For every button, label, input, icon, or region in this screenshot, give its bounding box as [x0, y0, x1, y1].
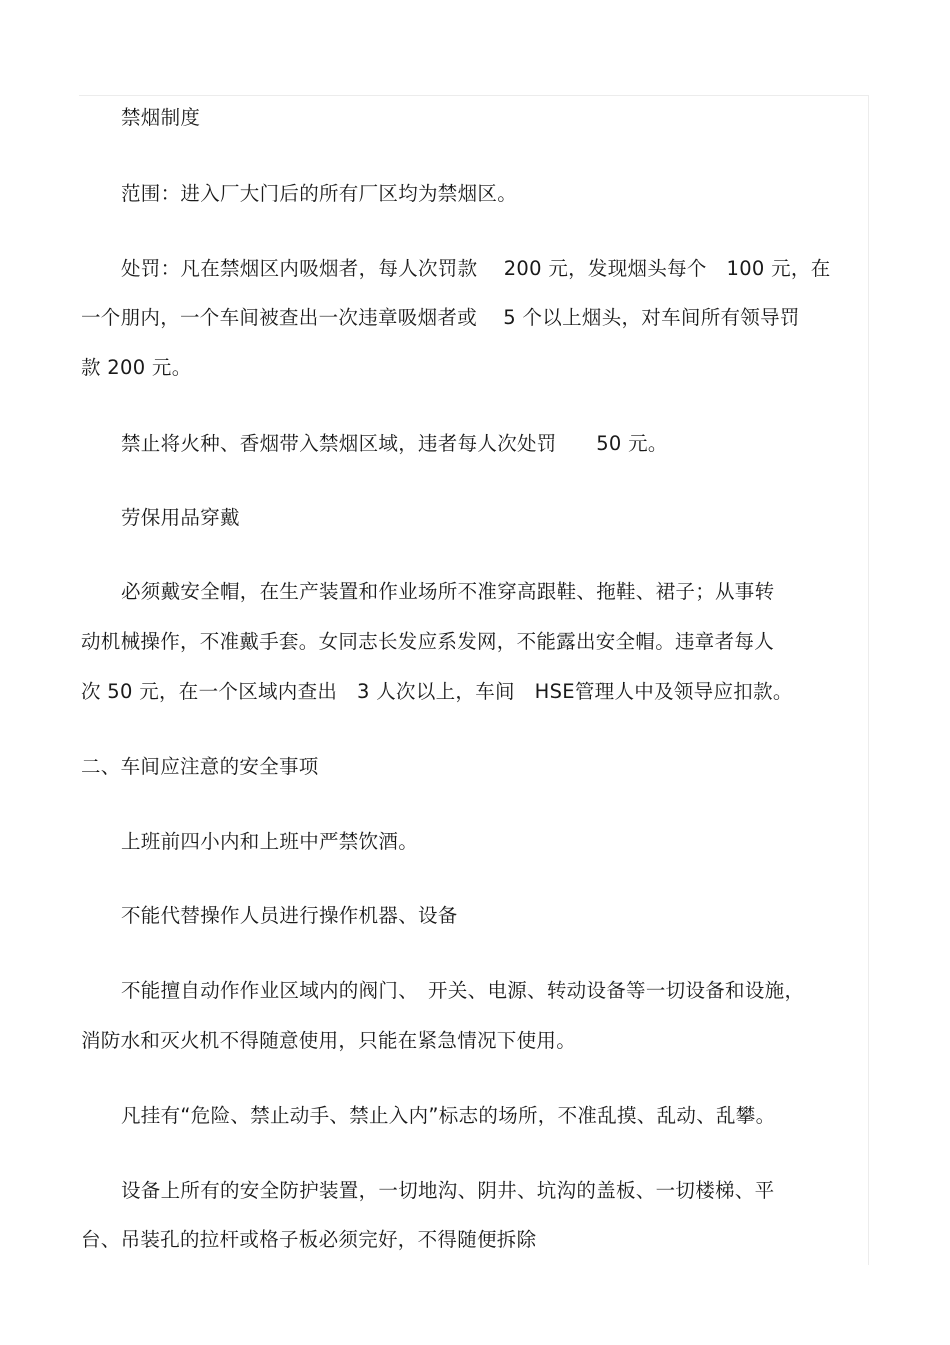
section-heading-no-smoking: 禁烟制度 [121, 106, 201, 129]
paragraph-ppe-line-3: 次 50 元，在一个区域内查出 3 人次以上，车间 HSE管理人中及领导应扣款。 [81, 680, 793, 703]
paragraph-equipment-line-1: 不能擅自动作作业区域内的阀门、 开关、电源、转动设备等一切设备和设施， [121, 979, 805, 1002]
paragraph-penalty-line-2: 一个朋内，一个车间被查出一次违章吸烟者或 5 个以上烟头，对车间所有领导罚 [81, 306, 800, 329]
section-heading-ppe: 劳保用品穿戴 [121, 506, 240, 529]
section-heading-workshop-safety: 二、车间应注意的安全事项 [81, 755, 319, 778]
paragraph-penalty-line-3: 款 200 元。 [81, 356, 192, 379]
paragraph-guards-line-2: 台、吊装孔的拉杆或格子板必须完好，不得随便拆除 [81, 1228, 537, 1251]
paragraph-guards-line-1: 设备上所有的安全防护装置，一切地沟、阴井、坑沟的盖板、一切楼梯、平 [121, 1179, 775, 1202]
paragraph-penalty-line-1: 处罚：凡在禁烟区内吸烟者，每人次罚款 200 元，发现烟头每个 100 元，在 [121, 257, 831, 280]
paragraph-danger-signs: 凡挂有“危险、禁止动手、禁止入内”标志的场所，不准乱摸、乱动、乱攀。 [121, 1104, 776, 1127]
paragraph-no-alcohol: 上班前四小内和上班中严禁饮酒。 [121, 830, 419, 853]
paragraph-scope: 范围：进入厂大门后的所有厂区均为禁烟区。 [121, 182, 518, 205]
paragraph-ppe-line-1: 必须戴安全帽，在生产装置和作业场所不准穿高跟鞋、拖鞋、裙子；从事转 [121, 580, 775, 603]
paragraph-no-substitute-operation: 不能代替操作人员进行操作机器、设备 [121, 904, 458, 927]
paragraph-ppe-line-2: 动机械操作，不准戴手套。女同志长发应系发网，不能露出安全帽。违章者每人 [81, 630, 775, 653]
paragraph-equipment-line-2: 消防水和灭火机不得随意使用，只能在紧急情况下使用。 [81, 1029, 577, 1052]
paragraph-fire-ban: 禁止将火种、香烟带入禁烟区域，违者每人次处罚 50 元。 [121, 432, 668, 455]
